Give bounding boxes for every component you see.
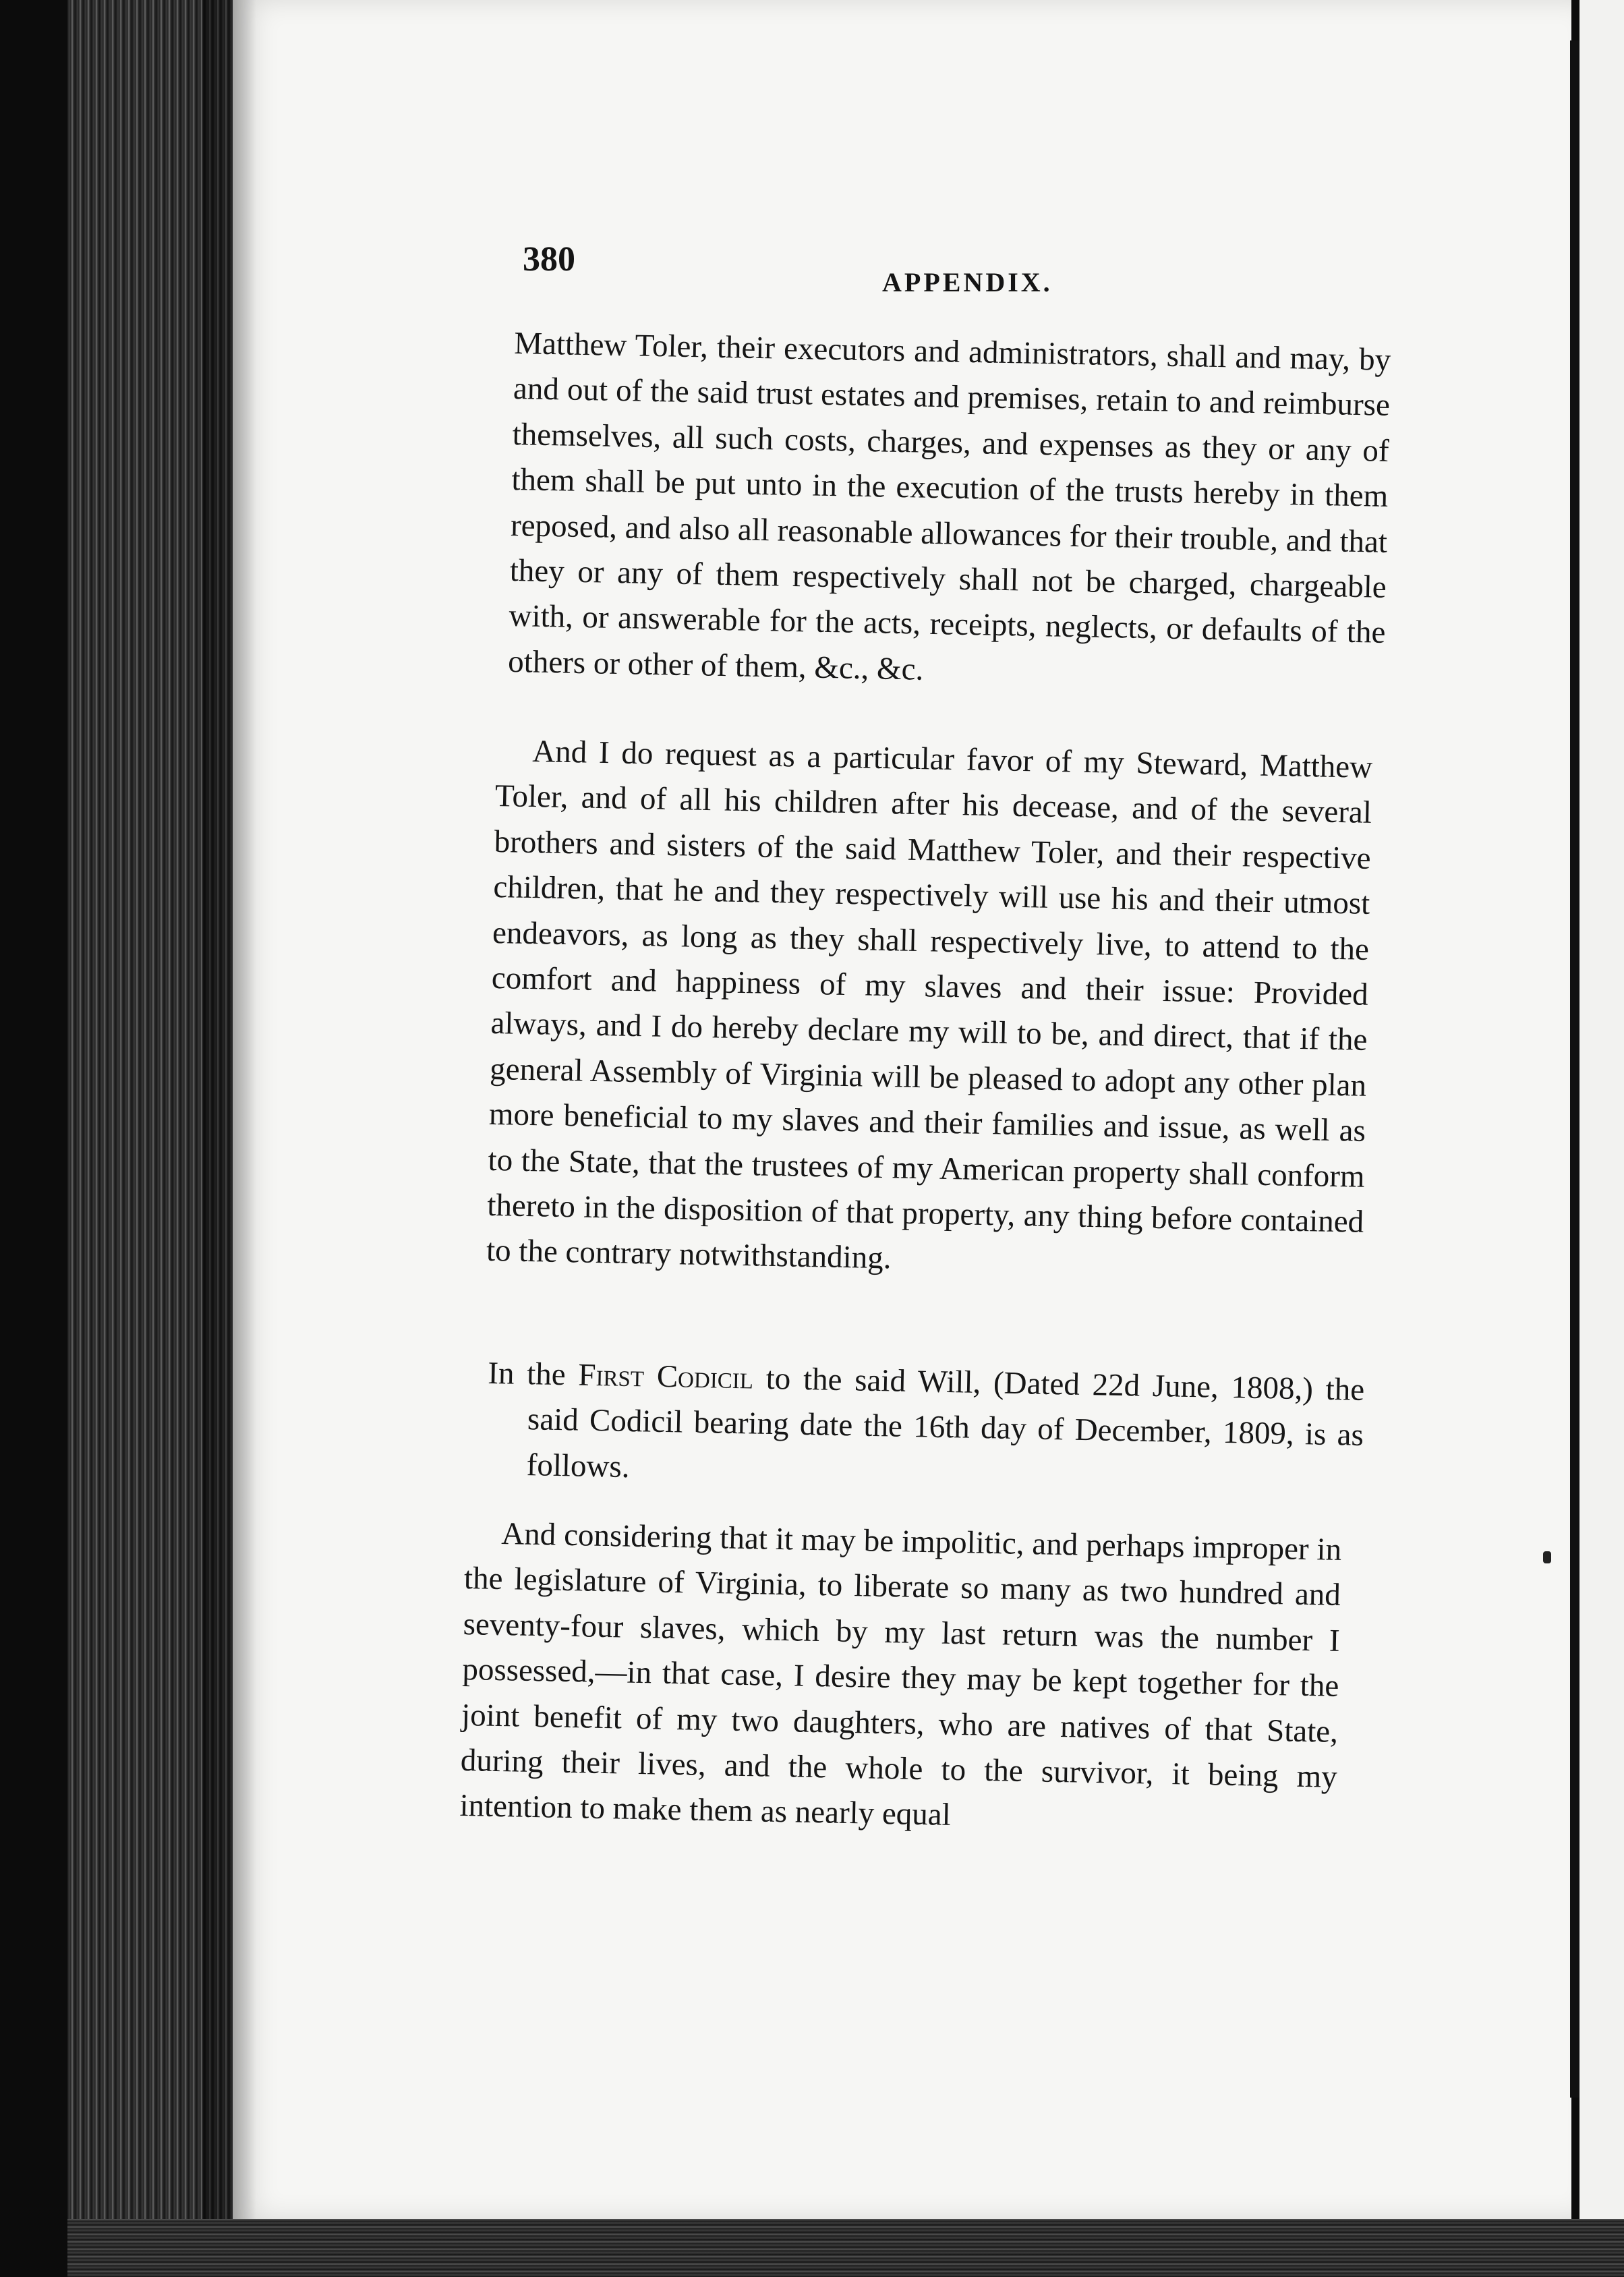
codicil-text [486,1351,1365,1504]
paragraph-1 [508,321,1391,701]
bottom-page-stack [67,2219,1624,2277]
spine-edge [1570,40,1579,2098]
codicil-title: First Codicil [577,1357,754,1396]
page-number: 380 [523,240,575,279]
paragraph-4 [459,1511,1342,1846]
gutter-shadow [202,0,256,2226]
paragraph-text: Matthew Toler, their executors and administrators, shall and may, by and out of the said trust estates and premises, retain to and reimburse themselves, all such costs, charges, and expenses as they or any of them shall be put unto in the execution of the trusts hereby in them reposed, and also all reasonable allowances for their trouble, and that they or any of them respectively shall not be charged, chargeable with, or answerable for the acts, receipts, neglects, or defaults of the others or other of them, &c., &c. [507,325,1391,687]
next-page-edge [1579,0,1624,2277]
running-head: APPENDIX. [882,267,1053,297]
paragraph-text: And I do request as a particular favor of my Steward, Matthew Toler, and of all his children after his decease, and of the several brothers and sisters of the said Matthew Toler, and their respective children, that he and they respectively will use his and their utmost endeavors, as long as they shall respectively live, to attend to the comfort and happiness of my slaves and their issue: Provided always, and I do hereby declare my will to be, and direct, that if the general Assembly of Virginia will be pleased to adopt any other plan more beneficial to my slaves and their families and issue, as well as to the State, that the trustees of my American property shall conform thereto in the disposition of that property, any thing before contained to the contrary notwithstanding. [486,734,1373,1276]
codicil-suffix: to the said Will, (Dated 22d June, 1808,) the said Codicil bearing date the 16th day of December, 1809, is as follows. [526,1360,1365,1485]
ink-mark [1543,1551,1551,1563]
paragraph-2 [486,728,1372,1291]
codicil-prefix: In the [487,1355,579,1393]
codicil-heading [486,1351,1365,1504]
paragraph-text: And considering that it may be impolitic, and perhaps improper in the legislature of Virginia, to liberate so many as two hundred and seventy-four slaves, which by my last return was the number I possessed,—in that case, I desire they may be kept together for the joint benefit of my two daughters, who are natives of that State, during their lives, and the whole to the survivor, it being my intention to make them as nearly equal [459,1516,1342,1833]
